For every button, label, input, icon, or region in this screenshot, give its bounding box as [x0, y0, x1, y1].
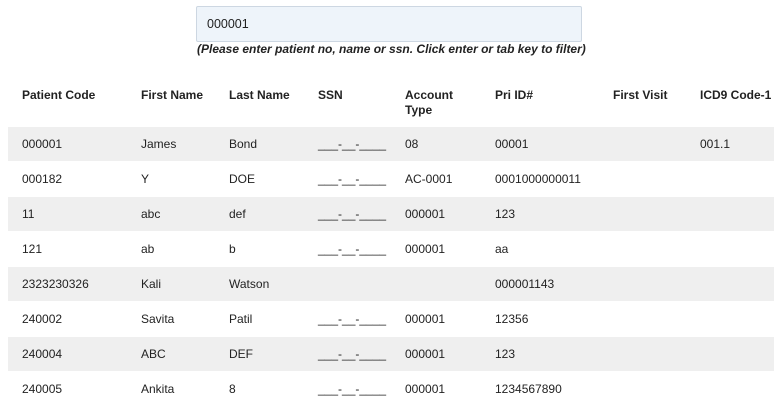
- cell-pri-id: 123: [481, 337, 599, 372]
- cell-account-type: [391, 267, 481, 302]
- table-row[interactable]: [8, 232, 774, 267]
- cell-account-type: 000001: [391, 337, 481, 372]
- cell-patient-code: 240004: [8, 337, 127, 372]
- cell-account-type: AC-0001: [391, 162, 481, 197]
- patient-search-input[interactable]: [196, 6, 582, 42]
- cell-first-name: ab: [127, 232, 215, 267]
- cell-first-name: abc: [127, 197, 215, 232]
- cell-first-visit: [599, 127, 686, 162]
- cell-last-name: DOE: [215, 162, 304, 197]
- cell-first-visit: [599, 267, 686, 302]
- cell-account-type: 000001: [391, 372, 481, 401]
- cell-pri-id: aa: [481, 232, 599, 267]
- cell-icd9-code-1: [686, 197, 774, 232]
- cell-patient-code: 121: [8, 232, 127, 267]
- cell-pri-id: 123: [481, 197, 599, 232]
- cell-ssn: ___-__-____: [304, 197, 391, 232]
- cell-last-name: DEF: [215, 337, 304, 372]
- cell-pri-id: 0001000000011: [481, 162, 599, 197]
- cell-pri-id: 1234567890: [481, 372, 599, 401]
- table-row[interactable]: [8, 337, 774, 372]
- header-ssn[interactable]: SSN: [318, 88, 343, 102]
- table-row[interactable]: [8, 127, 774, 162]
- cell-account-type: 000001: [391, 232, 481, 267]
- search-hint-text: (Please enter patient no, name or ssn. Click enter or tab key to filter): [197, 42, 586, 56]
- patient-table-body: [8, 127, 774, 401]
- cell-icd9-code-1: 001.1: [686, 127, 774, 162]
- header-first-name[interactable]: First Name: [141, 88, 204, 102]
- cell-first-visit: [599, 372, 686, 401]
- cell-last-name: b: [215, 232, 304, 267]
- cell-pri-id: 000001143: [481, 267, 599, 302]
- table-header-row: [8, 76, 774, 127]
- cell-icd9-code-1: [686, 162, 774, 197]
- cell-first-visit: [599, 302, 686, 337]
- cell-first-name: Ankita: [127, 372, 215, 401]
- cell-first-name: James: [127, 127, 215, 162]
- cell-patient-code: 240002: [8, 302, 127, 337]
- cell-first-name: Savita: [127, 302, 215, 337]
- cell-last-name: Watson: [215, 267, 304, 302]
- header-patient-code[interactable]: Patient Code: [22, 88, 96, 102]
- table-row[interactable]: [8, 197, 774, 232]
- cell-last-name: Patil: [215, 302, 304, 337]
- cell-account-type: 000001: [391, 197, 481, 232]
- cell-first-visit: [599, 232, 686, 267]
- cell-pri-id: 00001: [481, 127, 599, 162]
- cell-last-name: 8: [215, 372, 304, 401]
- cell-ssn: [304, 267, 391, 302]
- cell-pri-id: 12356: [481, 302, 599, 337]
- cell-icd9-code-1: [686, 372, 774, 401]
- patient-table: [8, 76, 774, 401]
- cell-patient-code: 000182: [8, 162, 127, 197]
- cell-first-visit: [599, 162, 686, 197]
- table-row[interactable]: [8, 162, 774, 197]
- cell-icd9-code-1: [686, 232, 774, 267]
- header-pri-id[interactable]: Pri ID#: [495, 88, 534, 102]
- cell-icd9-code-1: [686, 337, 774, 372]
- cell-icd9-code-1: [686, 302, 774, 337]
- cell-account-type: 000001: [391, 302, 481, 337]
- cell-first-visit: [599, 337, 686, 372]
- cell-icd9-code-1: [686, 267, 774, 302]
- cell-ssn: ___-__-____: [304, 162, 391, 197]
- cell-last-name: def: [215, 197, 304, 232]
- cell-first-name: Y: [127, 162, 215, 197]
- cell-ssn: ___-__-____: [304, 127, 391, 162]
- table-row[interactable]: [8, 267, 774, 302]
- header-account-type[interactable]: Account Type: [405, 88, 453, 117]
- cell-first-name: ABC: [127, 337, 215, 372]
- cell-patient-code: 240005: [8, 372, 127, 401]
- cell-patient-code: 11: [8, 197, 127, 232]
- table-row[interactable]: [8, 372, 774, 401]
- cell-first-visit: [599, 197, 686, 232]
- cell-ssn: ___-__-____: [304, 372, 391, 401]
- cell-ssn: ___-__-____: [304, 232, 391, 267]
- cell-first-name: Kali: [127, 267, 215, 302]
- cell-ssn: ___-__-____: [304, 337, 391, 372]
- cell-account-type: 08: [391, 127, 481, 162]
- cell-patient-code: 000001: [8, 127, 127, 162]
- cell-patient-code: 2323230326: [8, 267, 127, 302]
- header-last-name[interactable]: Last Name: [229, 88, 290, 102]
- table-row[interactable]: [8, 302, 774, 337]
- header-first-visit[interactable]: First Visit: [613, 88, 668, 102]
- header-icd9-code-1[interactable]: ICD9 Code-1: [700, 88, 772, 102]
- cell-last-name: Bond: [215, 127, 304, 162]
- patient-search-area: [196, 6, 586, 56]
- cell-ssn: ___-__-____: [304, 302, 391, 337]
